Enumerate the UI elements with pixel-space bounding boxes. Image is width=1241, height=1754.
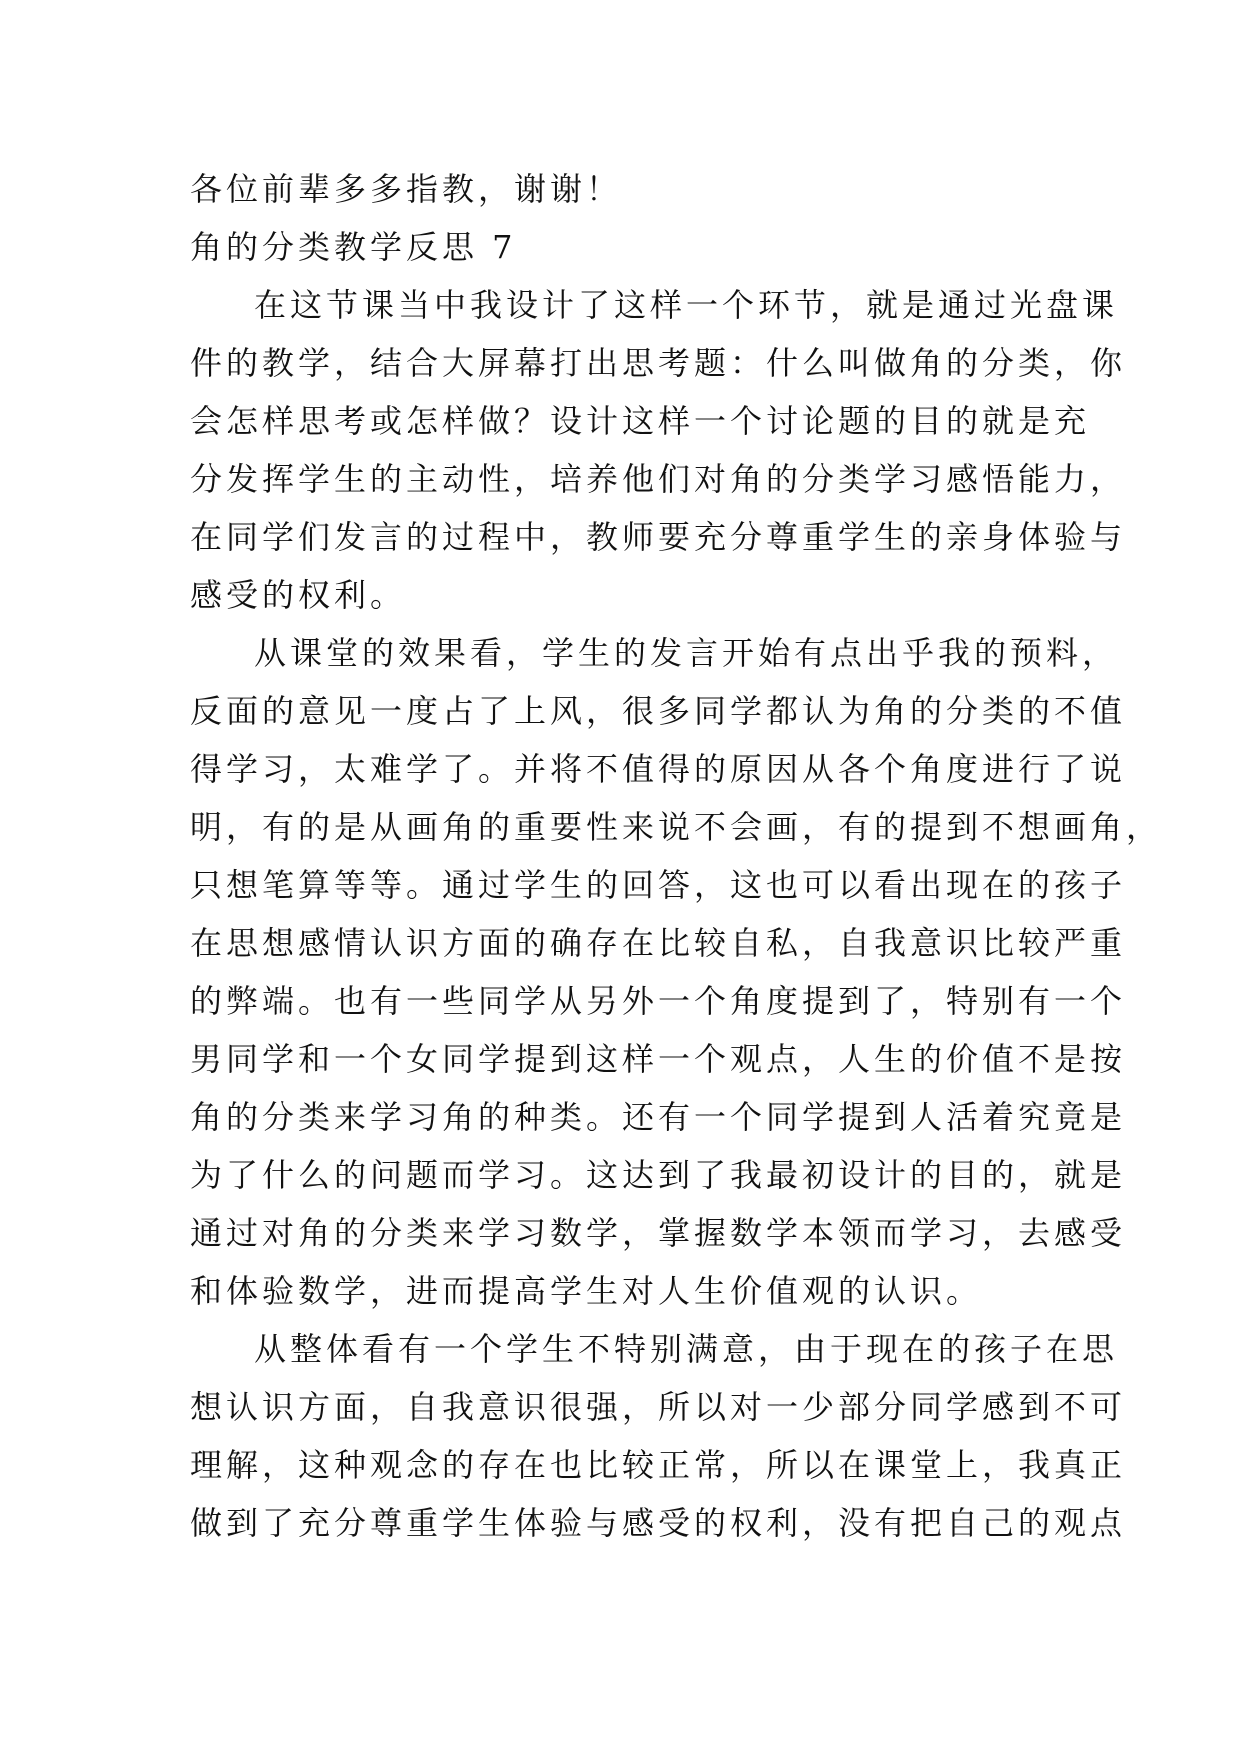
paragraph-line: 的弊端。也有一些同学从另外一个角度提到了，特别有一个 — [190, 982, 1127, 1020]
paragraph-line: 为了什么的问题而学习。这达到了我最初设计的目的，就是 — [190, 1156, 1127, 1194]
paragraph-line: 想认识方面，自我意识很强，所以对一少部分同学感到不可 — [190, 1388, 1127, 1426]
paragraph-line: 分发挥学生的主动性，培养他们对角的分类学习感悟能力， — [190, 460, 1127, 498]
paragraph-3 — [190, 1320, 1127, 1552]
paragraph-line: 会怎样思考或怎样做？设计这样一个讨论题的目的就是充 — [190, 402, 1091, 440]
paragraph-line: 在思想感情认识方面的确存在比较自私，自我意识比较严重 — [190, 924, 1127, 962]
paragraph-line: 做到了充分尊重学生体验与感受的权利，没有把自己的观点 — [190, 1504, 1127, 1542]
paragraph-2 — [190, 624, 1163, 1320]
paragraph-line: 件的教学，结合大屏幕打出思考题：什么叫做角的分类，你 — [190, 344, 1127, 382]
section-heading: 角的分类教学反思 7 — [190, 228, 517, 266]
paragraph-line: 角的分类来学习角的种类。还有一个同学提到人活着究竟是 — [190, 1098, 1127, 1136]
paragraph-line: 从整体看有一个学生不特别满意，由于现在的孩子在思 — [254, 1330, 1119, 1368]
document-body — [190, 160, 1163, 1552]
paragraph-line: 男同学和一个女同学提到这样一个观点，人生的价值不是按 — [190, 1040, 1127, 1078]
paragraph-1 — [190, 276, 1127, 624]
paragraph-line: 从课堂的效果看，学生的发言开始有点出乎我的预料， — [254, 634, 1119, 672]
paragraph-line: 明，有的是从画角的重要性来说不会画，有的提到不想画角， — [190, 808, 1163, 846]
paragraph-line: 在同学们发言的过程中，教师要充分尊重学生的亲身体验与 — [190, 518, 1127, 556]
paragraph-line: 得学习，太难学了。并将不值得的原因从各个角度进行了说 — [190, 750, 1127, 788]
paragraph-line: 和体验数学，进而提高学生对人生价值观的认识。 — [190, 1272, 983, 1310]
paragraph-line: 反面的意见一度占了上风，很多同学都认为角的分类的不值 — [190, 692, 1127, 730]
paragraph-line: 只想笔算等等。通过学生的回答，这也可以看出现在的孩子 — [190, 866, 1127, 904]
paragraph-line: 理解，这种观念的存在也比较正常，所以在课堂上，我真正 — [190, 1446, 1127, 1484]
closing-line: 各位前辈多多指教，谢谢！ — [190, 170, 623, 208]
paragraph-line: 通过对角的分类来学习数学，掌握数学本领而学习，去感受 — [190, 1214, 1127, 1252]
paragraph-line: 感受的权利。 — [190, 576, 407, 614]
paragraph-line: 在这节课当中我设计了这样一个环节，就是通过光盘课 — [254, 286, 1119, 324]
